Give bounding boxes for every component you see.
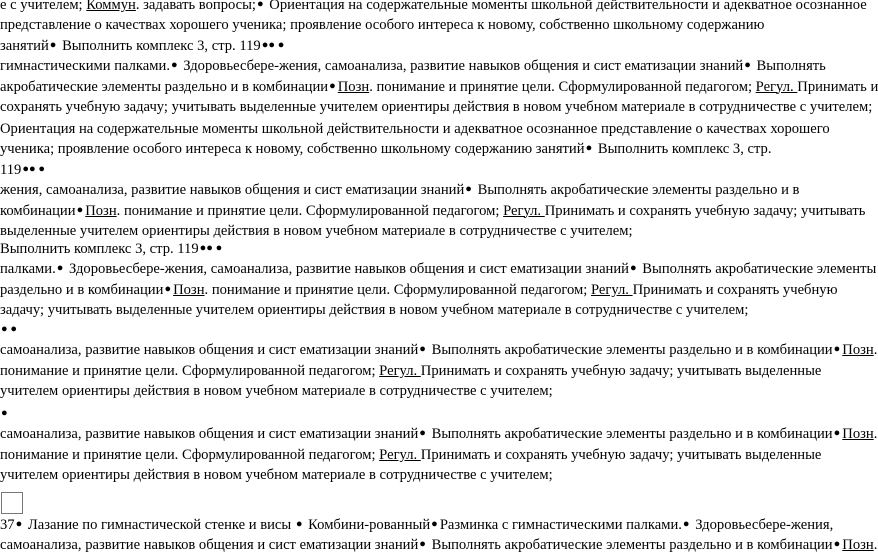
text: . понимание и принятие цели. Сформулированной педагогом; [369, 78, 756, 95]
text: Выполнять акробатические элементы [638, 261, 877, 278]
pozn-label: Позн [337, 78, 370, 95]
text: самоанализа, развитие навыков общения и сист ематизации знаний [0, 426, 419, 443]
bullet-icon: ● [56, 262, 64, 275]
line [0, 36, 816, 56]
bullet-icon: ● [15, 518, 23, 530]
line [0, 361, 822, 381]
text: . понимание и принятие цели. Сформулированной педагогом; [204, 281, 591, 298]
pozn-label: Позн [173, 281, 205, 298]
pozn-label: Позн [85, 202, 117, 219]
text: Выполнить комплекс 3, стр. [594, 141, 772, 158]
bullet-icon: ● [419, 538, 426, 551]
line [0, 160, 816, 180]
text: . задавать вопросы; [135, 0, 256, 13]
bullet-icon: ● [295, 518, 303, 530]
line [0, 56, 826, 76]
text: Принимать и сохранять учебную задачу; учитывать [544, 202, 866, 219]
text: самоанализа, развитие навыков общения и сист ематизации знаний [0, 537, 419, 554]
regul-label: Регул. [379, 362, 421, 379]
line [0, 139, 816, 159]
table-cell-box [1, 492, 23, 514]
line [0, 0, 867, 15]
text: Принимать и сохранять учебную задачу; учитывать выделенные [420, 446, 822, 463]
regul-label: Регул. [503, 202, 545, 219]
line [0, 424, 878, 444]
line [0, 535, 878, 555]
text-block-2 [0, 119, 866, 241]
line [0, 320, 816, 340]
bullet-icon: ● [419, 343, 426, 356]
text-block-5 [0, 404, 878, 486]
line: представление о качествах хорошего ученика; проявление особого интереса к новому, собственно школьному содержанию [0, 17, 765, 34]
text: понимание и принятие цели. Сформулированной педагогом; [0, 446, 380, 463]
text: гимнастическими палками. [0, 58, 170, 75]
bullet-icon: ● [329, 79, 336, 92]
bullet-icon: ● [682, 518, 690, 530]
text: самоанализа, развитие навыков общения и сист ематизации знаний [0, 342, 419, 359]
pozn-label: Позн [842, 426, 874, 443]
bullet-icon: ● [833, 538, 841, 551]
bullet-icon: ● [465, 183, 472, 196]
pozn-label: Позн [842, 342, 874, 359]
text: Принимать и сохранять учебную [632, 281, 838, 298]
text: . [873, 342, 878, 359]
line: задачу; учитывать выделенные учителем ориентиры действия в новом учебном материале в сотрудничестве с учителем; [0, 302, 749, 319]
bullet-icon: ● [164, 282, 172, 295]
text: 119 [0, 161, 22, 178]
text: комбинации [0, 202, 76, 219]
line: учителем ориентиры действия в новом учебном материале в сотрудничестве с учителем; [0, 467, 553, 484]
line [0, 201, 866, 221]
text: раздельно и в комбинации [0, 281, 164, 298]
row-number: 37 [0, 517, 15, 533]
text: ученика; проявление особого интереса к новому, собственно школьному содержанию занятий [0, 141, 585, 158]
text: понимание и принятие цели. Сформулированной педагогом; [0, 362, 380, 379]
line [0, 77, 878, 97]
text: Здоровьесбере-жения, [691, 517, 834, 533]
bullet-icon: ● [1, 407, 8, 419]
line [0, 404, 816, 424]
regul-label: Регул. [755, 78, 798, 95]
line: учителем ориентиры действия в новом учебном материале в сотрудничестве с учителем; [0, 383, 553, 400]
text-block-1 [0, 0, 878, 117]
text: . [873, 426, 878, 443]
text: Выполнять акробатические элементы раздельно и в комбинации [427, 537, 833, 554]
text: е с учителем; [0, 0, 87, 13]
text: Лазание по гимнастической стенке и висы [24, 517, 295, 533]
text: Принимать и [797, 78, 878, 95]
bullet-icon: ● [744, 59, 751, 72]
line [0, 280, 838, 300]
bullet-icon: ● [257, 0, 264, 10]
regul-label: Регул. [379, 446, 421, 463]
text: Комбини-рованный [304, 517, 431, 533]
text: жения, самоанализа, развитие навыков общения и сист ематизации знаний [0, 182, 465, 199]
line: Ориентация на содержательные моменты школьной действительности и адекватное осознанное представление о качествах хорошего [0, 121, 830, 137]
line [0, 340, 878, 360]
text: акробатические элементы раздельно и в комбинации [0, 78, 329, 95]
bullet-icon: ● ● [1, 323, 18, 335]
text: занятий [0, 37, 49, 54]
text: . понимание и принятие цели. Сформулированной педагогом; [116, 202, 504, 219]
text: Разминка с гимнастическими палками. [439, 517, 682, 533]
bullet-icon: ●● ● [22, 162, 46, 175]
line: выделенные учителем ориентиры действия в новом учебном материале в сотрудничестве с учителем; [0, 222, 633, 239]
regul-label: Регул. [590, 281, 633, 298]
text: Принимать и сохранять учебную задачу; учитывать выделенные [420, 362, 822, 379]
line [0, 259, 877, 279]
kommun-label: Коммун [86, 0, 136, 13]
bullet-icon: ● [49, 38, 57, 51]
bullet-icon: ● [585, 142, 593, 155]
text: Выполнять акробатические элементы раздельно и в комбинации [427, 342, 833, 359]
bullet-icon: ● [629, 262, 637, 275]
bullet-icon: ●● ● [199, 242, 223, 254]
text: . [873, 537, 878, 554]
bullet-icon: ●● ● [261, 38, 285, 51]
line: сохранять учебную задачу; учитывать выделенные учителем ориентиры действия в новом учебном материале в сотрудничестве с учителем; [0, 98, 873, 115]
line [0, 445, 822, 465]
text: Здоровьесбере-жения, самоанализа, развитие навыков общения и сист ематизации знаний [179, 58, 744, 75]
bullet-icon: ● [833, 343, 841, 356]
bullet-icon: ● [76, 203, 84, 216]
text: Выполнять [752, 58, 826, 75]
text: Выполнять акробатические элементы раздельно и в комбинации [427, 426, 833, 443]
text: палками. [0, 261, 56, 278]
line [0, 515, 834, 535]
bullet-icon: ● [170, 59, 178, 72]
text-block-4 [0, 320, 878, 402]
text: Выполнять акробатические элементы раздельно и в [473, 182, 800, 199]
text: Здоровьесбере-жения, самоанализа, развитие навыков общения и сист ематизации знаний [65, 261, 629, 278]
line [0, 239, 816, 259]
text-block-6 [0, 515, 878, 556]
pozn-label: Позн [842, 537, 874, 554]
line [0, 180, 816, 200]
bullet-icon: ● [431, 518, 438, 530]
text: Ориентация на содержательные моменты школьной действительности и адекватное осознанное [265, 0, 867, 13]
text: Выполнить комплекс 3, стр. 119 [0, 241, 199, 257]
bullet-icon: ● [419, 427, 426, 440]
bullet-icon: ● [833, 427, 841, 440]
text-block-3 [0, 239, 877, 321]
text: Выполнить комплекс 3, стр. 119 [58, 37, 261, 54]
